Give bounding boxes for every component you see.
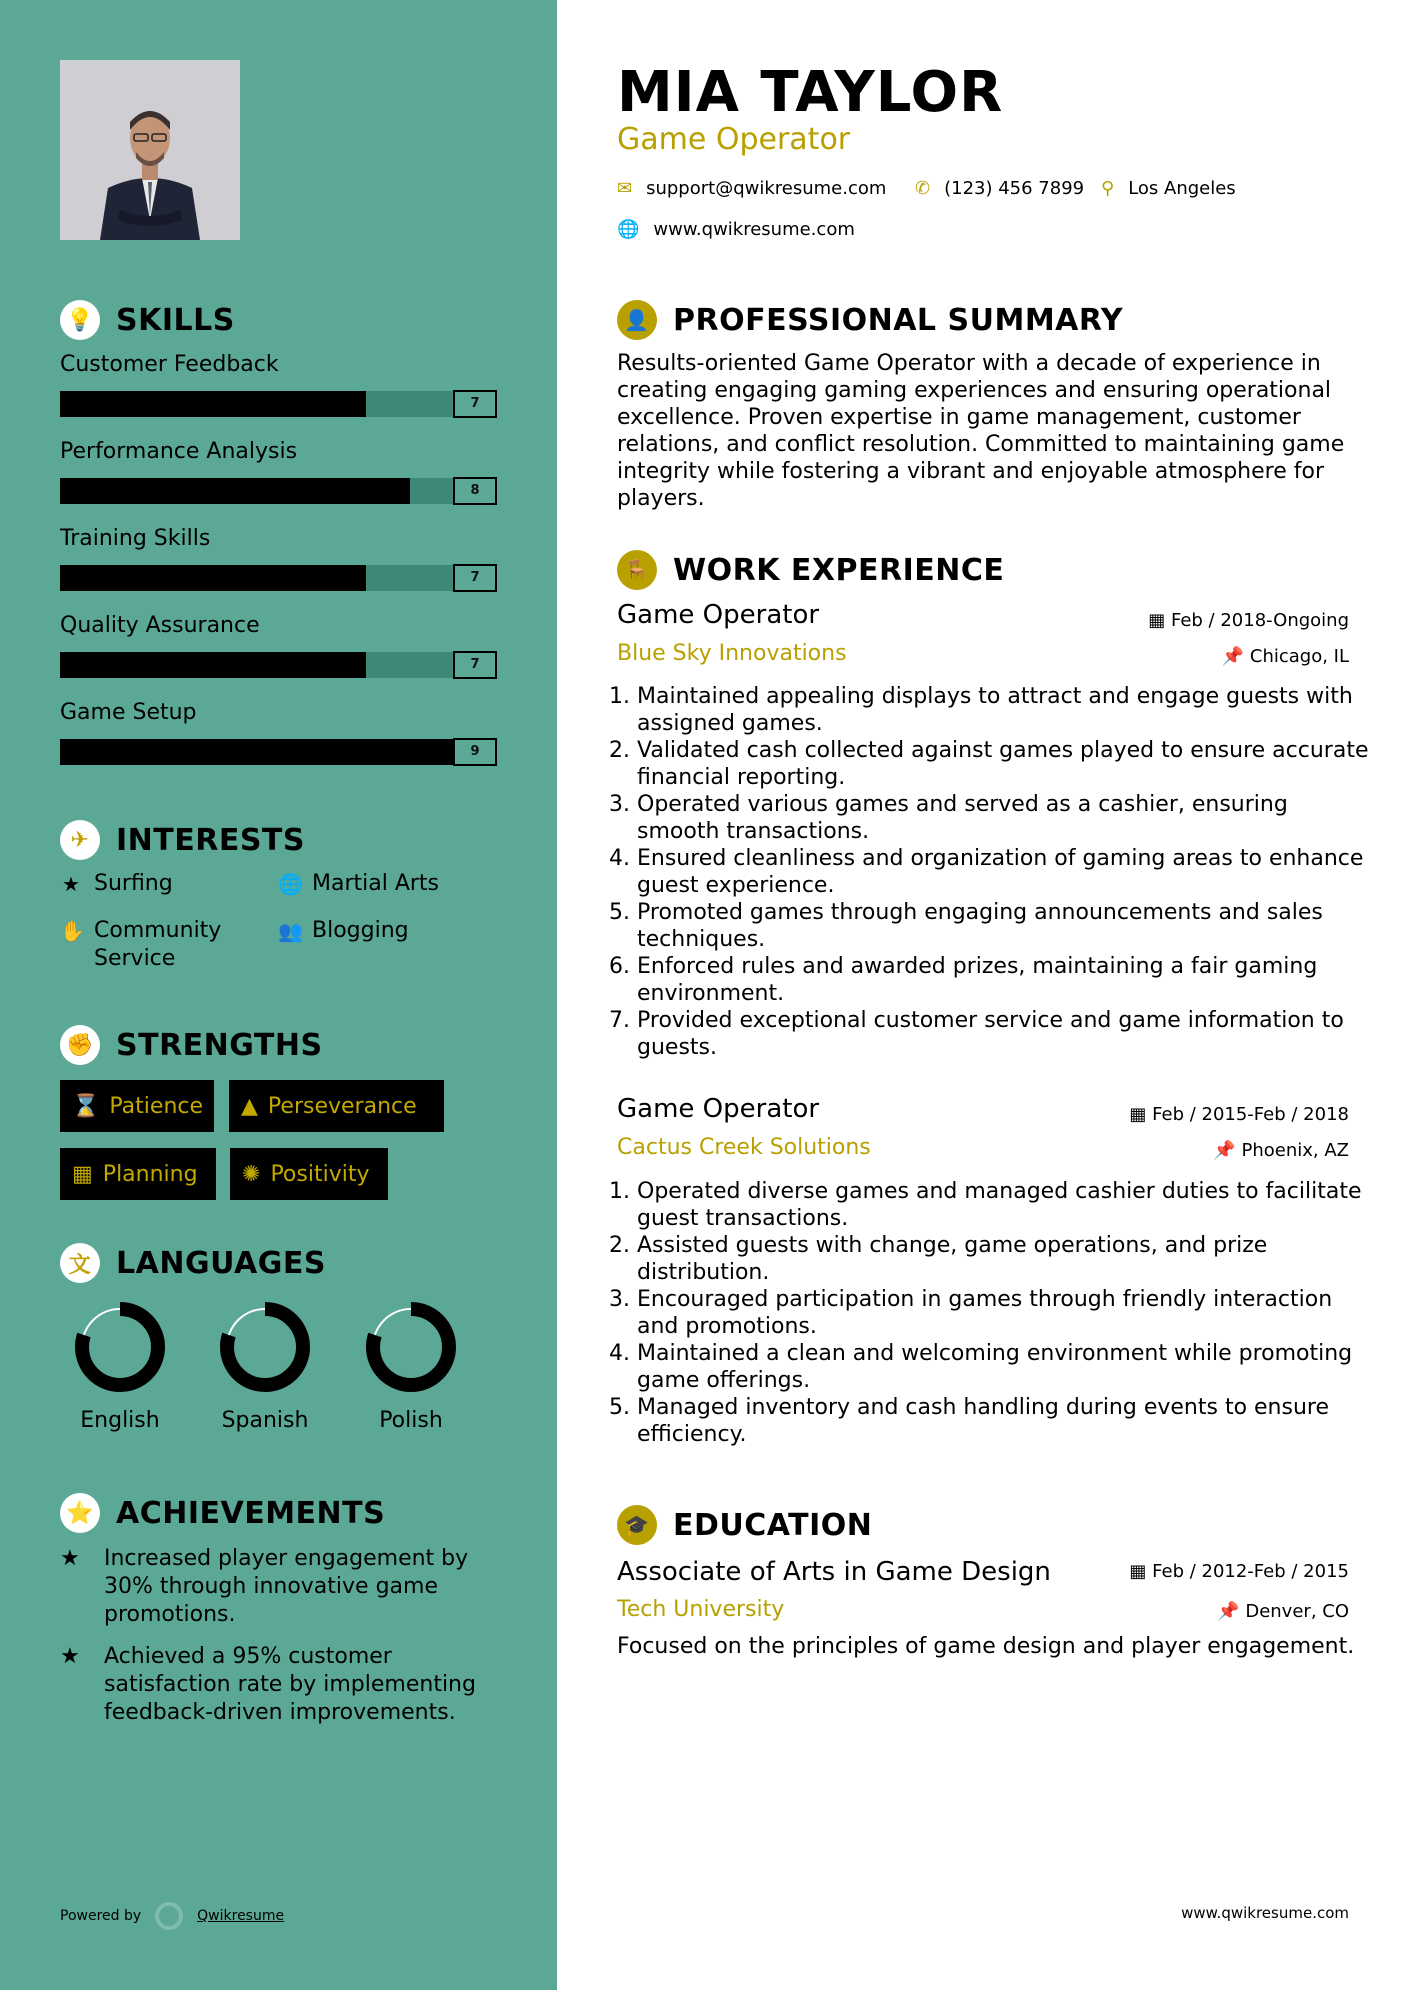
list-item: 4. Ensured cleanliness and organization of gaming areas to enhance guest experience.: [637, 845, 1377, 899]
contact-website[interactable]: 🌐 www.qwikresume.com: [617, 219, 855, 240]
strength-badge: ✺ Positivity: [230, 1148, 388, 1200]
phone-icon: ✆: [915, 178, 931, 199]
job-title: Game Operator: [617, 600, 820, 630]
education-heading: 🎓 EDUCATION: [617, 1505, 872, 1545]
interests-heading: ✈ INTERESTS: [60, 820, 305, 860]
skill-bar: [60, 478, 497, 504]
company-name: Blue Sky Innovations: [617, 641, 847, 666]
skill-name: Training Skills: [60, 526, 211, 551]
chair-icon: 🪑: [617, 550, 657, 590]
job-duties: [617, 1178, 1377, 1448]
job-title: Game Operator: [617, 1094, 820, 1124]
achievements-heading: ⭐ ACHIEVEMENTS: [60, 1493, 385, 1533]
footer-url[interactable]: www.qwikresume.com: [1181, 1904, 1349, 1922]
interest-item: 👥 Blogging: [278, 918, 409, 943]
star-icon: ★: [62, 872, 80, 896]
skill-bar: [60, 565, 497, 591]
skill-bar: [60, 652, 497, 678]
calendar-icon: ▦: [1148, 610, 1171, 631]
skill-score: 8: [453, 477, 497, 505]
summary-heading: 👤 PROFESSIONAL SUMMARY: [617, 300, 1123, 340]
sun-icon: ✺: [242, 1161, 261, 1187]
strength-badge: ▲ Perseverance: [229, 1080, 444, 1132]
calendar-icon: ▦: [1129, 1561, 1153, 1582]
shooting-star-icon: ★: [60, 1546, 80, 1571]
education-date: ▦ Feb / 2012-Feb / 2015: [1129, 1561, 1349, 1582]
candidate-name: MIA TAYLOR: [617, 60, 1004, 125]
list-item: 2. Assisted guests with change, game operations, and prize distribution.: [637, 1232, 1377, 1286]
job-date: ▦ Feb / 2018-Ongoing: [1148, 610, 1349, 631]
profile-photo: [60, 60, 240, 240]
language-gauge: [218, 1300, 312, 1394]
list-item: 4. Maintained a clean and welcoming environment while promoting game offerings.: [637, 1340, 1377, 1394]
skill-bar-fill: [60, 478, 410, 504]
contact-phone[interactable]: ✆ (123) 456 7899: [915, 178, 1085, 199]
language-name: Polish: [379, 1408, 443, 1433]
list-item: 1. Operated diverse games and managed cashier duties to facilitate guest transactions.: [637, 1178, 1377, 1232]
job-date: ▦ Feb / 2015-Feb / 2018: [1129, 1104, 1349, 1125]
list-item: 3. Encouraged participation in games through friendly interaction and promotions.: [637, 1286, 1377, 1340]
star-badge-icon: ⭐: [60, 1493, 100, 1533]
education-description: Focused on the principles of game design and player engagement.: [617, 1634, 1355, 1659]
interest-item: 🌐 Martial Arts: [278, 871, 440, 896]
language-gauge: [364, 1300, 458, 1394]
pin-icon: 📌: [1221, 646, 1250, 667]
hand-icon: ✋: [60, 919, 85, 943]
skill-score: 9: [453, 738, 497, 766]
calendar-icon: ▦: [72, 1161, 93, 1187]
interest-item: ★ Surfing: [60, 870, 173, 898]
globe-icon: 🌐: [617, 219, 640, 240]
paper-plane-icon: ✈: [60, 820, 100, 860]
job-duties: [617, 683, 1377, 1061]
pin-icon: 📌: [1213, 1140, 1242, 1161]
skill-bar-fill: [60, 652, 366, 678]
job-location: 📌 Chicago, IL: [1221, 646, 1349, 667]
list-item: 2. Validated cash collected against games played to ensure accurate financial reporting.: [637, 737, 1377, 791]
interest-item: ✋ Community Service: [60, 918, 222, 971]
list-item: 6. Enforced rules and awarded prizes, maintaining a fair gaming environment.: [637, 953, 1377, 1007]
main-column: [557, 0, 1407, 1990]
fist-icon: ✊: [60, 1025, 100, 1065]
education-location: 📌 Denver, CO: [1217, 1601, 1349, 1622]
shooting-star-icon: ★: [60, 1644, 80, 1669]
language-item: [70, 1300, 170, 1433]
calendar-icon: ▦: [1129, 1104, 1153, 1125]
brand-link[interactable]: Qwikresume: [197, 1908, 285, 1924]
summary-text: Results-oriented Game Operator with a decade of experience in creating engaging gaming experiences and ensuring operational excellence. Proven expertise in game management, customer relations, and conflict resolution. Committed to maintaining game integrity while fostering a vibrant and enjoyable atmosphere for players.: [617, 351, 1345, 511]
experience-heading: 🪑 WORK EXPERIENCE: [617, 550, 1004, 590]
list-item: 5. Managed inventory and cash handling during events to ensure efficiency.: [637, 1394, 1377, 1448]
skill-bar-fill: [60, 565, 366, 591]
company-name: Cactus Creek Solutions: [617, 1135, 871, 1160]
skill-name: Customer Feedback: [60, 352, 279, 377]
list-item: 3. Operated various games and served as a cashier, ensuring smooth transactions.: [637, 791, 1377, 845]
degree-title: Associate of Arts in Game Design: [617, 1557, 1051, 1587]
achievement-item: ★ Increased player engagement by 30% through innovative game promotions.: [60, 1546, 469, 1627]
strength-badge: ⌛ Patience: [60, 1080, 214, 1132]
language-icon: 文: [60, 1243, 100, 1283]
skill-name: Game Setup: [60, 700, 197, 725]
language-gauge: [73, 1300, 167, 1394]
lightbulb-icon: 💡: [60, 300, 100, 340]
skill-name: Performance Analysis: [60, 439, 298, 464]
road-icon: ▲: [241, 1093, 258, 1119]
job-location: 📌 Phoenix, AZ: [1213, 1140, 1349, 1161]
users-icon: 👥: [278, 919, 303, 943]
languages-heading: 文 LANGUAGES: [60, 1243, 326, 1283]
sidebar: [0, 0, 557, 1990]
globe-icon: 🌐: [278, 872, 303, 896]
skill-score: 7: [453, 564, 497, 592]
user-icon: 👤: [617, 300, 657, 340]
list-item: 1. Maintained appealing displays to attract and engage guests with assigned games.: [637, 683, 1377, 737]
skills-heading: 💡 SKILLS: [60, 300, 235, 340]
candidate-role: Game Operator: [617, 122, 851, 157]
language-item: [361, 1300, 461, 1433]
envelope-icon: ✉: [617, 178, 633, 199]
school-name: Tech University: [617, 1597, 785, 1622]
contact-location: ⚲ Los Angeles: [1101, 178, 1236, 199]
skill-bar: [60, 739, 497, 765]
skill-name: Quality Assurance: [60, 613, 260, 638]
contact-email[interactable]: ✉ support@qwikresume.com: [617, 178, 887, 199]
pin-icon: 📌: [1217, 1601, 1246, 1622]
language-name: English: [80, 1408, 160, 1433]
skill-bar-fill: [60, 391, 366, 417]
strength-badge: ▦ Planning: [60, 1148, 216, 1200]
graduation-cap-icon: 🎓: [617, 1505, 657, 1545]
strengths-heading: ✊ STRENGTHS: [60, 1025, 323, 1065]
skill-bar-fill: [60, 739, 453, 765]
list-item: 7. Provided exceptional customer service and game information to guests.: [637, 1007, 1377, 1061]
list-item: 5. Promoted games through engaging announcements and sales techniques.: [637, 899, 1377, 953]
language-name: Spanish: [221, 1408, 309, 1433]
skill-bar: [60, 391, 497, 417]
powered-by: Powered by Qwikresume: [60, 1902, 284, 1930]
skill-score: 7: [453, 390, 497, 418]
hourglass-icon: ⌛: [72, 1093, 100, 1119]
achievement-item: ★ Achieved a 95% customer satisfaction rate by implementing feedback-driven improvements.: [60, 1644, 476, 1725]
qwikresume-logo-icon: [155, 1902, 183, 1930]
map-pin-icon: ⚲: [1101, 178, 1115, 199]
skill-score: 7: [453, 651, 497, 679]
language-item: [215, 1300, 315, 1433]
